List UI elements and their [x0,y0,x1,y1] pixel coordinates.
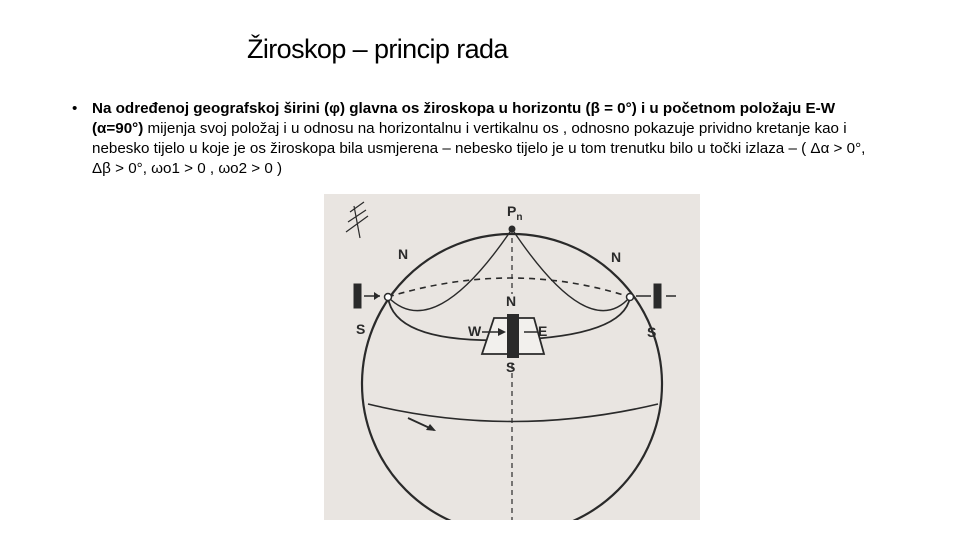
label-center-north: N [506,293,517,309]
bullet-marker: • [72,100,78,117]
gyroscope-diagram [324,194,700,520]
meridian-right [512,229,630,311]
point-right [627,294,634,301]
point-left [385,294,392,301]
label-pn: $P_n$ [507,203,523,223]
label-south-right: S [647,324,657,340]
decorative-mark [346,202,368,238]
label-north-left: N [398,246,409,262]
bullet-text [72,99,872,179]
slide-title: Žiroskop – princip rada [247,34,508,64]
label-north-right: N [611,249,622,265]
label-east: E [538,323,548,339]
gyroscope-left-icon [354,284,361,308]
meridian-left [388,229,512,311]
gyroscope-right-icon [654,284,661,308]
bullet-text-bold: Na određenoj geografskoj širini (φ) glavna os žiroskopa u horizontu (β = 0°) i u početnom položaju E-W (α=90°) [92,100,836,137]
bullet-text-regular: mijenja svoj položaj i u odnosu na horizontalnu i vertikalnu os , odnosno pokazuje prividno kretanje kao i nebesko tijelo u koje je os žiroskopa bila usmjerena – nebesko tijelo je u tom trenutku bilo u točki izlaza – ( Δα > 0°, Δβ > 0°, ωo1 > 0 , ωo2 > 0 ) [92,120,866,177]
pole-point [509,226,515,232]
label-west: W [468,323,482,339]
bullet-paragraph [72,99,872,179]
label-center-south: S [506,359,516,375]
gyroscope-diagram-photo [324,194,700,520]
label-south-left: S [356,321,366,337]
